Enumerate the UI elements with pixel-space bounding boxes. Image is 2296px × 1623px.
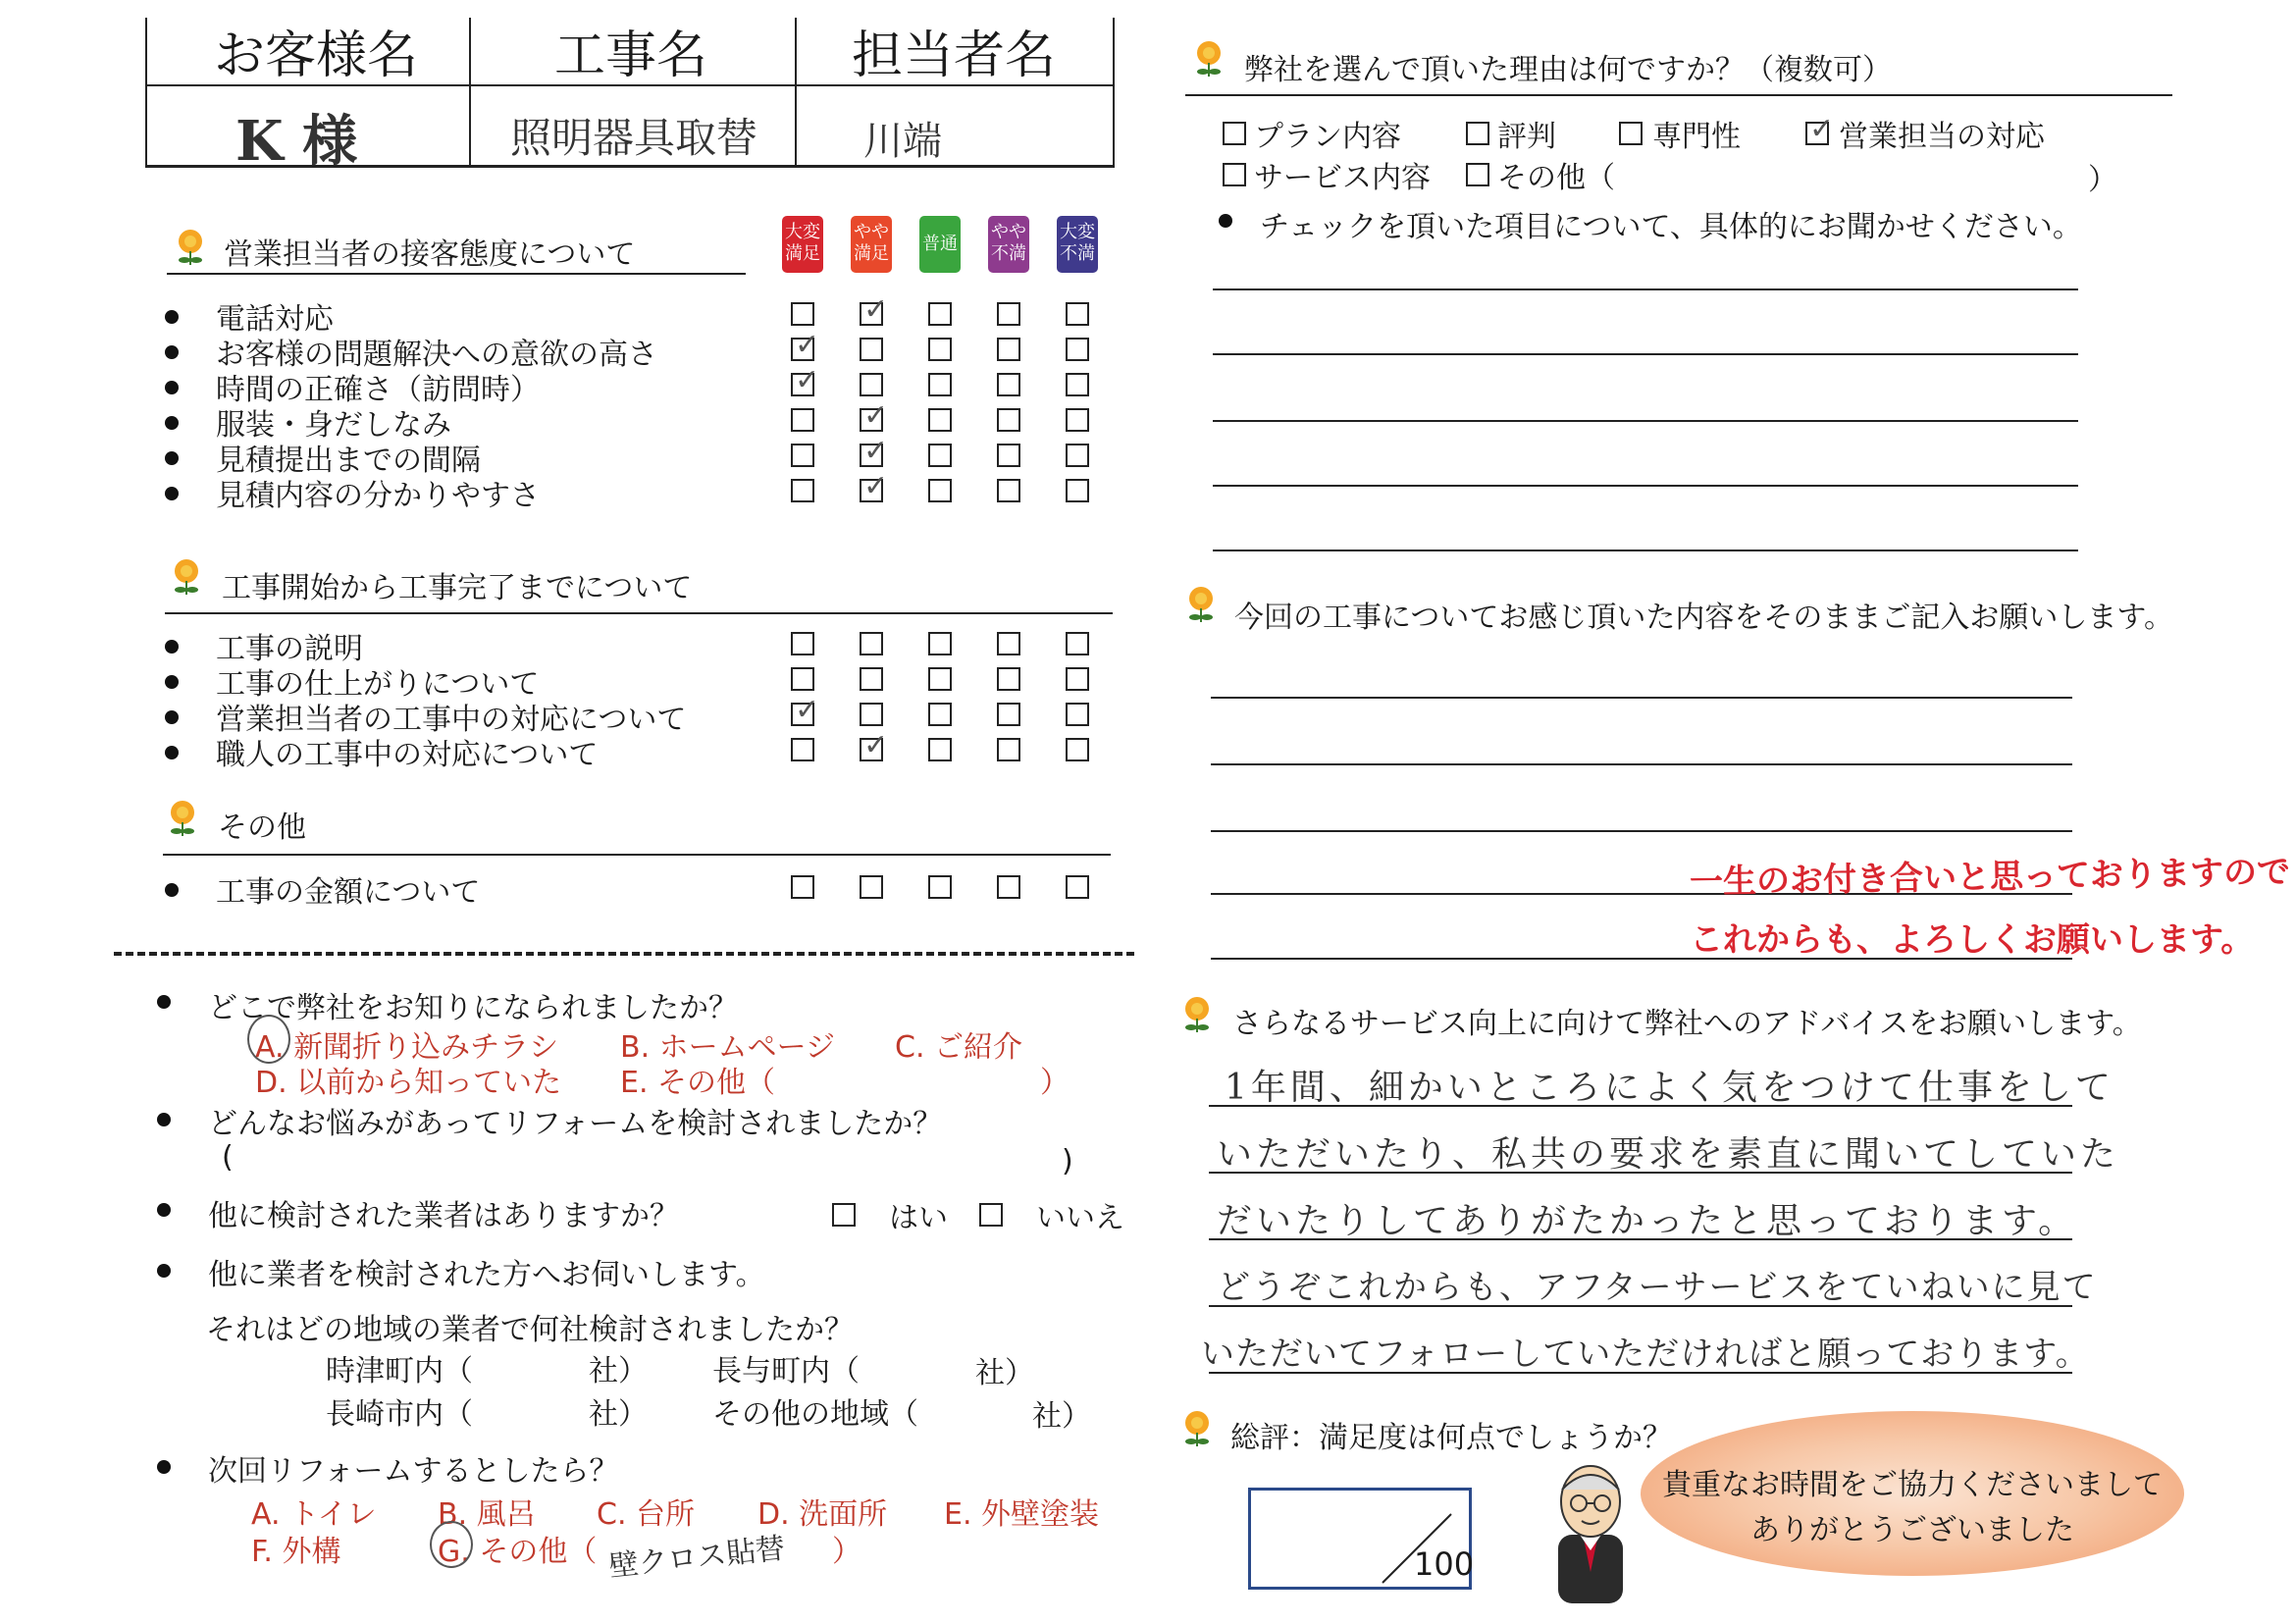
area-nagayo: 長与町内（ bbox=[712, 1354, 860, 1388]
know-option-c[interactable]: C. ご紹介 bbox=[895, 1030, 1023, 1065]
staff-name-value: 川端 bbox=[863, 119, 942, 164]
next-option-c[interactable]: C. 台所 bbox=[597, 1497, 696, 1532]
advice-line-2: いただいたり、私共の要求を素直に聞いてしていた bbox=[1217, 1134, 2120, 1175]
rating-checkbox[interactable] bbox=[997, 444, 1020, 467]
question-know-text: どこで弊社をお知りになられましたか？ bbox=[208, 991, 738, 1025]
question-other-text: 他に検討された業者はありますか？ bbox=[208, 1199, 679, 1233]
rating-item-label: 職人の工事中の対応について bbox=[216, 738, 599, 772]
rating-checkbox[interactable] bbox=[791, 408, 814, 432]
score-title: 総評：満足度は何点でしょうか？ bbox=[1230, 1421, 1672, 1455]
rating-checkbox[interactable] bbox=[1066, 338, 1089, 361]
flower-icon bbox=[1179, 1409, 1215, 1448]
rating-checkbox[interactable] bbox=[997, 632, 1020, 655]
know-option-b[interactable]: B. ホームページ bbox=[620, 1030, 836, 1065]
bullet bbox=[157, 1264, 171, 1278]
rating-item-label: 服装・身だしなみ bbox=[216, 408, 451, 443]
rating-checkbox[interactable] bbox=[791, 632, 814, 655]
rating-checkbox[interactable] bbox=[860, 292, 889, 327]
answer-line bbox=[1211, 830, 2072, 832]
staff-mascot-icon bbox=[1546, 1456, 1635, 1603]
reason-sales-checkbox[interactable]: ✓ bbox=[1805, 122, 1829, 145]
flower-icon bbox=[169, 557, 204, 597]
rating-checkbox[interactable] bbox=[791, 328, 820, 362]
reason-service-checkbox[interactable] bbox=[1223, 163, 1246, 186]
reason-expertise-checkbox[interactable] bbox=[1619, 122, 1643, 145]
reason-detail-prompt: チェックを頂いた項目について、具体的にお聞かせください。 bbox=[1260, 210, 2082, 244]
advice-line-5: いただいてフォローしていただければと願っております。 bbox=[1201, 1335, 2090, 1374]
area-other-unit: 社） bbox=[1032, 1399, 1091, 1434]
score-box[interactable] bbox=[1248, 1488, 1475, 1590]
reason-expertise-label: 専門性 bbox=[1652, 120, 1741, 154]
rating-checkbox[interactable] bbox=[997, 338, 1020, 361]
advice-line-1: 1年間、細かいところによく気をつけて仕事をして bbox=[1225, 1068, 2114, 1108]
legend-satisfied: やや 満足 bbox=[851, 216, 892, 273]
rating-checkbox[interactable] bbox=[1066, 632, 1089, 655]
no-label: いいえ bbox=[1036, 1201, 1124, 1235]
reason-reputation-checkbox[interactable] bbox=[1466, 122, 1489, 145]
rating-checkbox[interactable] bbox=[791, 479, 814, 502]
advice-title: さらなるサービス向上に向けて弊社へのアドバイスをお願いします。 bbox=[1232, 1007, 2142, 1041]
impressions-title: 今回の工事についてお感じ頂いた内容をそのままご記入お願いします。 bbox=[1234, 601, 2173, 635]
legend-dissatisfied: やや 不満 bbox=[988, 216, 1029, 273]
company-reply-line2: これからも、よろしくお願いします。 bbox=[1690, 920, 2255, 960]
customer-name-value: K 様 bbox=[235, 109, 358, 174]
question-area-text: 他に業者を検討された方へお伺いします。 bbox=[208, 1258, 765, 1292]
next-option-g-close: ） bbox=[832, 1535, 861, 1569]
bullet bbox=[157, 1113, 171, 1126]
rating-checkbox[interactable] bbox=[791, 302, 814, 326]
next-option-f[interactable]: F. 外構 bbox=[251, 1535, 341, 1569]
flower-icon bbox=[1179, 995, 1215, 1034]
bullet bbox=[165, 675, 179, 689]
score-max: 100 bbox=[1414, 1545, 1475, 1583]
rating-checkbox[interactable] bbox=[791, 667, 814, 691]
rating-checkbox[interactable] bbox=[860, 703, 883, 726]
question-next-text: 次回リフォームするとしたら？ bbox=[208, 1454, 619, 1489]
rating-checkbox[interactable] bbox=[1066, 444, 1089, 467]
rating-checkbox[interactable] bbox=[997, 738, 1020, 761]
rating-checkbox[interactable] bbox=[860, 434, 889, 468]
rating-checkbox[interactable] bbox=[860, 875, 883, 899]
rating-item-label: 電話対応 bbox=[216, 302, 334, 337]
answer-line bbox=[1213, 485, 2078, 487]
advice-line-4: どうぞこれからも、アフターサービスをていねいに見て bbox=[1217, 1268, 2098, 1307]
rating-checkbox[interactable] bbox=[928, 875, 952, 899]
rating-item-label: 工事の説明 bbox=[216, 632, 363, 666]
reason-plan-checkbox[interactable] bbox=[1223, 122, 1246, 145]
rating-item-label: 見積内容の分かりやすさ bbox=[216, 479, 540, 513]
rating-checkbox[interactable] bbox=[928, 479, 952, 502]
next-option-d[interactable]: D. 洗面所 bbox=[757, 1497, 888, 1532]
selected-circle bbox=[430, 1521, 473, 1568]
check-mark-icon: ✓ bbox=[863, 469, 889, 503]
bullet bbox=[165, 381, 179, 394]
thanks-line-2: ありがとうございました bbox=[1750, 1513, 2074, 1547]
rating-checkbox[interactable] bbox=[791, 363, 820, 397]
rating-checkbox[interactable] bbox=[860, 469, 889, 503]
rating-checkbox[interactable] bbox=[1066, 479, 1089, 502]
flower-icon bbox=[173, 228, 208, 267]
rating-checkbox[interactable] bbox=[928, 408, 952, 432]
rating-checkbox[interactable] bbox=[997, 302, 1020, 326]
rating-item-label: 工事の仕上がりについて bbox=[216, 667, 540, 702]
reason-other-label: その他（ bbox=[1497, 161, 1615, 195]
answer-line bbox=[1211, 763, 2072, 765]
answer-line bbox=[1213, 353, 2078, 355]
customer-name-header: お客様名 bbox=[214, 26, 419, 85]
next-option-b[interactable]: B. 風呂 bbox=[438, 1497, 536, 1532]
no-checkbox[interactable] bbox=[979, 1203, 1003, 1227]
know-option-e-close: ） bbox=[1040, 1066, 1070, 1100]
worry-open-paren: ( bbox=[222, 1140, 234, 1175]
area-nagayo-unit: 社） bbox=[975, 1356, 1034, 1390]
rating-checkbox[interactable] bbox=[928, 738, 952, 761]
worry-close-paren: ) bbox=[1062, 1144, 1073, 1178]
area-nagasaki: 長崎市内（ bbox=[326, 1397, 473, 1432]
bullet bbox=[165, 345, 179, 359]
thanks-line-1: 貴重なお時間をご協力くださいまして bbox=[1662, 1468, 2163, 1502]
rating-item-label: 時間の正確さ（訪問時） bbox=[216, 373, 540, 407]
advice-line-3: だいたりしてありがたかったと思っております。 bbox=[1217, 1201, 2078, 1241]
bullet bbox=[165, 451, 179, 465]
area-tokitsu-unit: 社） bbox=[589, 1354, 648, 1388]
section-title-other: その他 bbox=[218, 811, 306, 845]
bullet bbox=[165, 416, 179, 430]
rating-checkbox[interactable] bbox=[928, 444, 952, 467]
bullet bbox=[165, 883, 179, 897]
bullet bbox=[1219, 214, 1232, 228]
yes-label: はい bbox=[889, 1201, 948, 1235]
question-worry-text: どんなお悩みがあってリフォームを検討されましたか？ bbox=[208, 1107, 943, 1141]
rating-checkbox[interactable] bbox=[860, 667, 883, 691]
rating-checkbox[interactable] bbox=[860, 728, 889, 762]
rating-checkbox[interactable] bbox=[860, 398, 889, 433]
work-name-value: 照明器具取替 bbox=[510, 114, 758, 162]
rating-checkbox[interactable] bbox=[791, 875, 814, 899]
rating-checkbox[interactable] bbox=[997, 373, 1020, 396]
flower-icon bbox=[1183, 585, 1219, 624]
area-tokitsu: 時津町内（ bbox=[326, 1354, 473, 1388]
rating-checkbox[interactable] bbox=[1066, 667, 1089, 691]
reason-reputation-label: 評判 bbox=[1497, 120, 1556, 154]
rating-checkbox[interactable] bbox=[791, 444, 814, 467]
rating-checkbox[interactable] bbox=[928, 373, 952, 396]
reason-other-checkbox[interactable] bbox=[1466, 163, 1489, 186]
rating-checkbox[interactable] bbox=[1066, 875, 1089, 899]
next-option-a[interactable]: A. トイレ bbox=[251, 1497, 377, 1532]
answer-line bbox=[1213, 550, 2078, 551]
rating-checkbox[interactable] bbox=[928, 632, 952, 655]
bullet bbox=[157, 995, 171, 1009]
rating-checkbox[interactable] bbox=[1066, 408, 1089, 432]
flower-icon bbox=[165, 799, 200, 838]
area-nagasaki-unit: 社） bbox=[589, 1397, 648, 1432]
answer-line bbox=[1213, 420, 2078, 422]
reason-plan-label: プラン内容 bbox=[1254, 120, 1401, 154]
rating-checkbox[interactable] bbox=[860, 632, 883, 655]
next-other-handwritten: 壁クロス貼替 bbox=[607, 1531, 787, 1585]
rating-checkbox[interactable] bbox=[997, 479, 1020, 502]
selected-circle bbox=[247, 1015, 290, 1064]
bullet bbox=[165, 746, 179, 759]
bullet bbox=[157, 1203, 171, 1217]
check-mark-icon: ✓ bbox=[863, 434, 889, 468]
rating-checkbox[interactable] bbox=[860, 373, 883, 396]
rating-checkbox[interactable] bbox=[928, 302, 952, 326]
bullet bbox=[157, 1460, 171, 1474]
rating-checkbox[interactable] bbox=[1066, 703, 1089, 726]
rating-checkbox[interactable] bbox=[791, 693, 820, 727]
rating-checkbox[interactable] bbox=[997, 875, 1020, 899]
next-option-e[interactable]: E. 外壁塗装 bbox=[944, 1497, 1100, 1532]
company-reply-line1: 一生のお付き合いと思っておりますので bbox=[1689, 852, 2291, 903]
bullet bbox=[165, 640, 179, 654]
legend-very-satisfied: 大変 満足 bbox=[782, 216, 823, 273]
section-title-work: 工事開始から工事完了までについて bbox=[222, 571, 693, 605]
legend-neutral: 普通 bbox=[919, 216, 961, 273]
answer-line bbox=[1213, 288, 2078, 290]
rating-checkbox[interactable] bbox=[1066, 373, 1089, 396]
know-option-e[interactable]: E. その他（ bbox=[620, 1066, 776, 1100]
check-mark-icon: ✓ bbox=[795, 363, 820, 397]
rating-checkbox[interactable] bbox=[1066, 738, 1089, 761]
rating-checkbox[interactable] bbox=[928, 667, 952, 691]
yes-checkbox[interactable] bbox=[832, 1203, 856, 1227]
rating-checkbox[interactable] bbox=[997, 667, 1020, 691]
area-other: その他の地域（ bbox=[712, 1397, 918, 1432]
rating-checkbox[interactable] bbox=[928, 703, 952, 726]
question-area-sub: それはどの地域の業者で何社検討されましたか？ bbox=[206, 1313, 854, 1347]
reason-sales-label: 営業担当の対応 bbox=[1839, 120, 2045, 154]
bullet bbox=[165, 310, 179, 324]
next-option-g[interactable]: G. その他（ bbox=[438, 1535, 598, 1569]
answer-line bbox=[1211, 697, 2072, 699]
check-mark-icon: ✓ bbox=[863, 728, 889, 762]
thanks-bubble bbox=[1641, 1411, 2184, 1576]
rating-checkbox[interactable] bbox=[997, 703, 1020, 726]
rating-checkbox[interactable] bbox=[791, 738, 814, 761]
know-option-a[interactable]: A. 新聞折り込みチラシ bbox=[255, 1030, 559, 1065]
bullet bbox=[165, 487, 179, 500]
reason-other-close: ） bbox=[2088, 163, 2117, 197]
rating-checkbox[interactable] bbox=[997, 408, 1020, 432]
section-title-sales: 営業担当者の接客態度について bbox=[224, 237, 636, 272]
legend-very-dissatisfied: 大変 不満 bbox=[1057, 216, 1098, 273]
staff-name-header: 担当者名 bbox=[852, 26, 1057, 85]
rating-item-label: 工事の金額について bbox=[216, 875, 481, 910]
rating-item-label: 見積提出までの間隔 bbox=[216, 444, 481, 478]
rating-item-label: お客様の問題解決への意欲の高さ bbox=[216, 338, 657, 372]
check-mark-icon: ✓ bbox=[863, 292, 889, 327]
reason-service-label: サービス内容 bbox=[1254, 161, 1431, 195]
know-option-d[interactable]: D. 以前から知っていた bbox=[255, 1066, 562, 1100]
bullet bbox=[165, 710, 179, 724]
dashed-divider bbox=[114, 952, 1134, 956]
work-name-header: 工事名 bbox=[554, 26, 708, 85]
rating-checkbox[interactable] bbox=[860, 338, 883, 361]
check-mark-icon: ✓ bbox=[863, 398, 889, 433]
check-mark-icon: ✓ bbox=[795, 328, 820, 362]
rating-item-label: 営業担当者の工事中の対応について bbox=[216, 703, 687, 737]
flower-icon bbox=[1191, 39, 1226, 79]
check-mark-icon: ✓ bbox=[795, 693, 820, 727]
rating-checkbox[interactable] bbox=[1066, 302, 1089, 326]
rating-checkbox[interactable] bbox=[928, 338, 952, 361]
reasons-title: 弊社を選んで頂いた理由は何ですか？（複数可） bbox=[1244, 53, 1892, 87]
